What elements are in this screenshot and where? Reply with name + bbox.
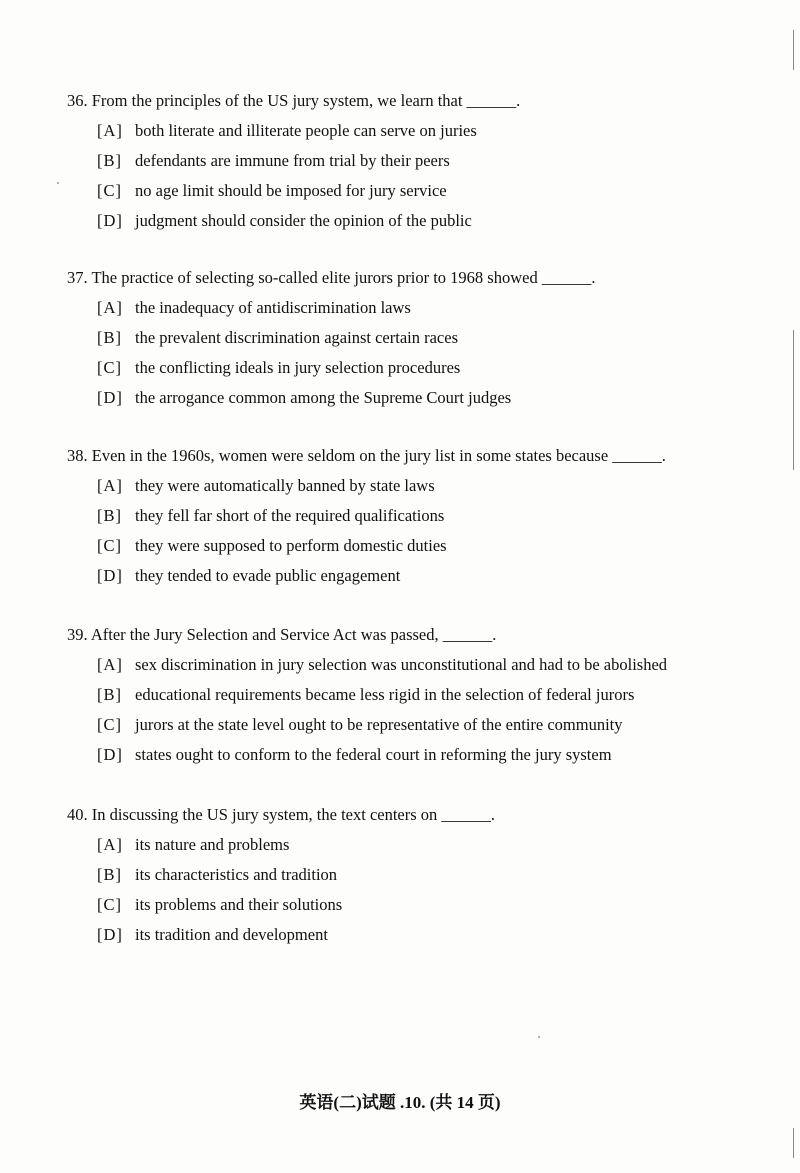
option-text: states ought to conform to the federal court in reforming the jury system — [135, 745, 612, 764]
option-letter: [B] — [97, 865, 122, 884]
option-letter: [B] — [97, 328, 122, 347]
option-b — [97, 505, 767, 527]
option-letter: [A] — [97, 298, 123, 317]
option-letter: [D] — [97, 925, 123, 944]
option-letter: [C] — [97, 181, 122, 200]
question-stem: 37. The practice of selecting so-called elite jurors prior to 1968 showed ______. — [67, 268, 596, 287]
option-a — [97, 834, 767, 856]
question-40 — [67, 804, 767, 946]
option-letter: [B] — [97, 151, 122, 170]
option-letter: [B] — [97, 685, 122, 704]
question-37 — [67, 267, 767, 409]
option-b — [97, 684, 767, 706]
option-letter: [B] — [97, 506, 122, 525]
option-c — [97, 357, 767, 379]
option-a — [97, 297, 767, 319]
option-letter: [C] — [97, 895, 122, 914]
scan-edge-line — [793, 30, 794, 70]
option-text: they were supposed to perform domestic duties — [135, 536, 447, 555]
option-c — [97, 894, 767, 916]
option-letter: [D] — [97, 211, 123, 230]
option-text: its characteristics and tradition — [135, 865, 338, 884]
option-text: jurors at the state level ought to be representative of the entire community — [135, 715, 623, 734]
option-text: no age limit should be imposed for jury service — [135, 181, 447, 200]
option-d — [97, 565, 767, 587]
scan-edge-line — [793, 330, 794, 470]
option-letter: [A] — [97, 835, 123, 854]
option-c — [97, 535, 767, 557]
option-letter: [D] — [97, 566, 123, 585]
page-footer: 英语(二)试题 .10. (共 14 页) — [299, 1093, 501, 1112]
option-letter: [A] — [97, 121, 123, 140]
option-text: sex discrimination in jury selection was unconstitutional and had to be abolished — [135, 655, 668, 674]
option-text: they were automatically banned by state laws — [135, 476, 435, 495]
option-text: they fell far short of the required qualifications — [135, 506, 445, 525]
option-c — [97, 180, 767, 202]
option-d — [97, 210, 767, 232]
option-text: defendants are immune from trial by their peers — [135, 151, 450, 170]
scan-speck — [538, 1036, 540, 1038]
question-39 — [67, 624, 767, 766]
option-b — [97, 327, 767, 349]
option-d — [97, 744, 767, 766]
option-text: its problems and their solutions — [135, 895, 343, 914]
option-text: the arrogance common among the Supreme Court judges — [135, 388, 512, 407]
option-letter: [D] — [97, 388, 123, 407]
question-38 — [67, 445, 767, 587]
option-letter: [A] — [97, 655, 123, 674]
question-stem: 39. After the Jury Selection and Service Act was passed, ______. — [67, 625, 497, 644]
option-a — [97, 120, 767, 142]
question-stem: 40. In discussing the US jury system, the text centers on ______. — [67, 805, 496, 824]
option-c — [97, 714, 767, 736]
option-text: judgment should consider the opinion of the public — [135, 211, 472, 230]
option-b — [97, 864, 767, 886]
option-text: the conflicting ideals in jury selection procedures — [135, 358, 461, 377]
option-text: the inadequacy of antidiscrimination laws — [135, 298, 411, 317]
option-a — [97, 475, 767, 497]
question-stem: 38. Even in the 1960s, women were seldom on the jury list in some states because ______. — [67, 446, 666, 465]
option-text: its tradition and development — [135, 925, 328, 944]
question-36 — [67, 90, 767, 232]
option-d — [97, 924, 767, 946]
option-d — [97, 387, 767, 409]
scan-speck — [57, 182, 59, 184]
option-b — [97, 150, 767, 172]
option-letter: [D] — [97, 745, 123, 764]
option-letter: [C] — [97, 715, 122, 734]
option-text: the prevalent discrimination against certain races — [135, 328, 458, 347]
option-text: its nature and problems — [135, 835, 290, 854]
option-text: both literate and illiterate people can serve on juries — [135, 121, 477, 140]
question-stem: 36. From the principles of the US jury system, we learn that ______. — [67, 91, 521, 110]
scan-edge-line — [793, 1128, 794, 1158]
option-text: educational requirements became less rigid in the selection of federal jurors — [135, 685, 635, 704]
option-letter: [C] — [97, 358, 122, 377]
option-letter: [C] — [97, 536, 122, 555]
option-letter: [A] — [97, 476, 123, 495]
option-text: they tended to evade public engagement — [135, 566, 401, 585]
option-a — [97, 654, 767, 676]
